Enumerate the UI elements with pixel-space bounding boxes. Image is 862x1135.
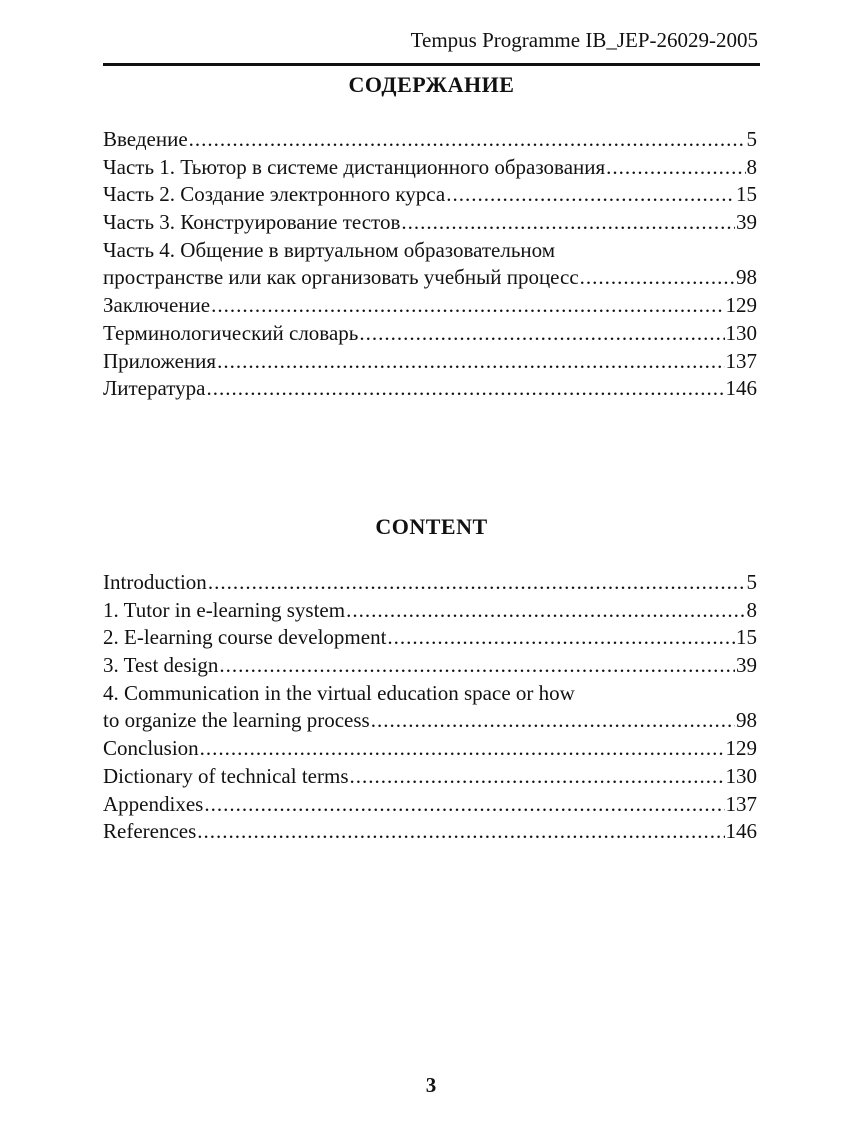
toc-entry-page: 15 (736, 625, 757, 650)
dot-leader (446, 181, 735, 209)
toc-entry-page: 146 (725, 376, 757, 401)
toc-entry-label: пространстве или как организовать учебный процесс (103, 265, 579, 290)
toc-ru-heading: СОДЕРЖАНИЕ (348, 72, 515, 97)
toc-entry-page: 130 (725, 320, 757, 345)
dot-leader (371, 707, 735, 735)
toc-entry-page: 129 (725, 736, 757, 761)
toc-entry-label: 2. E-learning course development (103, 625, 387, 650)
toc-entry-label: Часть 2. Создание электронного курса (103, 182, 446, 207)
toc-en-list (103, 569, 757, 846)
toc-entry-page: 5 (746, 570, 757, 594)
toc-ru-entry-glossary (103, 320, 757, 348)
toc-entry-page: 39 (736, 210, 757, 235)
dot-leader (606, 154, 745, 182)
toc-ru-entry-conclusion (103, 292, 757, 320)
toc-entry-label: Заключение (103, 293, 211, 318)
toc-entry-page: 98 (736, 265, 757, 290)
toc-entry-label: Conclusion (103, 736, 199, 761)
dot-leader (204, 791, 724, 819)
toc-en-entry-references (103, 818, 757, 846)
toc-entry-label: to organize the learning process (103, 708, 370, 733)
dot-leader (217, 348, 724, 376)
toc-entry-page: 8 (746, 154, 757, 179)
toc-ru-entry-introduction (103, 126, 757, 154)
toc-en-entry-part-4-line1: 4. Communication in the virtual education space or how (103, 680, 575, 705)
toc-entry-page: 146 (725, 819, 757, 844)
dot-leader (208, 569, 746, 597)
dot-leader (206, 375, 724, 403)
running-header: Tempus Programme IB_JEP-26029-2005 (410, 28, 758, 52)
toc-entry-label: 3. Test design (103, 653, 219, 678)
toc-entry-page: 129 (725, 293, 757, 318)
toc-en-entry-introduction (103, 569, 757, 597)
toc-ru-entry-part-2 (103, 181, 757, 209)
toc-ru-list (103, 126, 757, 403)
dot-leader (211, 292, 724, 320)
toc-en-entry-part-1 (103, 597, 757, 625)
toc-ru-entry-appendices (103, 348, 757, 376)
dot-leader (189, 126, 746, 154)
toc-entry-label: Introduction (103, 570, 207, 594)
toc-ru-entry-literature (103, 375, 757, 403)
page-number: 3 (425, 1073, 437, 1097)
toc-entry-page: 39 (736, 653, 757, 678)
toc-ru-entry-part-3 (103, 209, 757, 237)
toc-entry-label: 1. Tutor in e-learning system (103, 597, 346, 622)
toc-entry-label: Appendixes (103, 791, 204, 816)
toc-entry-label: Введение (103, 127, 188, 151)
toc-en-entry-part-4 (103, 707, 757, 735)
toc-entry-page: 98 (736, 708, 757, 733)
toc-en-entry-conclusion (103, 735, 757, 763)
toc-ru-entry-part-4 (103, 264, 757, 292)
toc-en-heading: CONTENT (375, 514, 488, 539)
toc-ru-entry-part-1 (103, 154, 757, 182)
dot-leader (580, 264, 735, 292)
toc-entry-page: 130 (725, 763, 757, 788)
toc-entry-page: 5 (746, 127, 757, 151)
toc-entry-page: 137 (725, 348, 757, 373)
toc-entry-label: Часть 3. Конструирование тестов (103, 210, 401, 235)
header-rule (103, 63, 760, 66)
toc-ru-entry-part-4-line1: Часть 4. Общение в виртуальном образовательном (103, 237, 556, 262)
dot-leader (346, 597, 745, 625)
toc-entry-page: 8 (746, 597, 757, 622)
toc-entry-label: References (103, 819, 197, 844)
toc-en-entry-part-3 (103, 652, 757, 680)
dot-leader (387, 624, 735, 652)
toc-entry-label: Часть 1. Тьютор в системе дистанционного образования (103, 154, 606, 179)
toc-entry-label: Приложения (103, 348, 217, 373)
toc-en-entry-appendixes (103, 791, 757, 819)
toc-entry-page: 137 (725, 791, 757, 816)
toc-entry-page: 15 (736, 182, 757, 207)
toc-entry-label: Терминологический словарь (103, 320, 359, 345)
toc-en-entry-dictionary (103, 763, 757, 791)
dot-leader (200, 735, 725, 763)
dot-leader (401, 209, 735, 237)
dot-leader (359, 320, 724, 348)
dot-leader (197, 818, 724, 846)
dot-leader (219, 652, 735, 680)
toc-entry-label: Литература (103, 376, 206, 401)
toc-entry-label: Dictionary of technical terms (103, 763, 349, 788)
dot-leader (350, 763, 725, 791)
toc-en-entry-part-2 (103, 624, 757, 652)
